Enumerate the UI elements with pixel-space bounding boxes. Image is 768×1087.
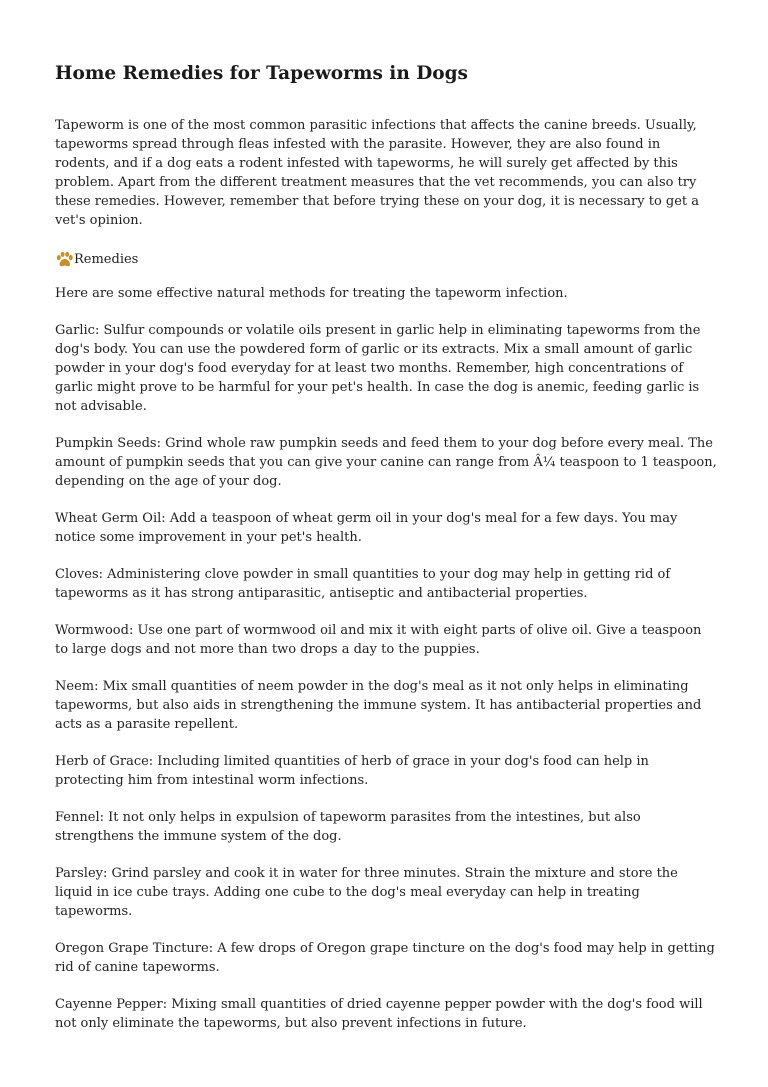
remedy-paragraph-fennel: Fennel: It not only helps in expulsion of tapeworm parasites from the intestines, but also strengthens the immune system of the dog. (55, 810, 641, 844)
remedy-paragraph-pumpkin-seeds: Pumpkin Seeds: Grind whole raw pumpkin seeds and feed them to your dog before every meal. The amount of pumpkin seeds that you can give your canine can range from Â¼ teaspoon to 1 teaspoon, depending on the age of your dog. (55, 436, 717, 489)
paw-icon (55, 250, 74, 269)
remedy-paragraph-cloves: Cloves: Administering clove powder in small quantities to your dog may help in getting rid of tapeworms as it has strong antiparasitic, antiseptic and antibacterial properties. (55, 567, 671, 601)
remedy-paragraph-herb-of-grace: Herb of Grace: Including limited quantities of herb of grace in your dog's food can help in protecting him from intestinal worm infections. (55, 754, 649, 788)
lead-paragraph: Here are some effective natural methods for treating the tapeworm infection. (55, 286, 568, 301)
remedy-paragraph-parsley: Parsley: Grind parsley and cook it in water for three minutes. Strain the mixture and store the liquid in ice cube trays. Adding one cube to the dog's meal everyday can help in treating tapeworms. (55, 866, 678, 919)
remedy-paragraph-neem: Neem: Mix small quantities of neem powder in the dog's meal as it not only helps in eliminating tapeworms, but also aids in strengthening the immune system. It has antibacterial properties and acts as a parasite repellent. (55, 679, 702, 732)
intro-paragraph: Tapeworm is one of the most common parasitic infections that affects the canine breeds. Usually, tapeworms spread through fleas infested with the parasite. However, they are also found in rodents, and if a dog eats a rodent infested with tapeworms, he will surely get affected by this problem. Apart from the different treatment measures that the vet recommends, you can also try these remedies. However, remember that before trying these on your dog, it is necessary to get a vet's opinion. (55, 118, 700, 228)
remedy-paragraph-oregon-grape: Oregon Grape Tincture: A few drops of Oregon grape tincture on the dog's food may help in getting rid of canine tapeworms. (55, 941, 715, 975)
section-heading (55, 248, 717, 269)
section-heading-label: Remedies (74, 252, 139, 267)
document-title: Home Remedies for Tapeworms in Dogs (55, 63, 468, 84)
remedy-paragraph-cayenne-pepper: Cayenne Pepper: Mixing small quantities of dried cayenne pepper powder with the dog's food will not only eliminate the tapeworms, but also prevent infections in future. (55, 997, 703, 1031)
remedy-paragraph-wormwood: Wormwood: Use one part of wormwood oil and mix it with eight parts of olive oil. Give a teaspoon to large dogs and not more than two drops a day to the puppies. (55, 623, 702, 657)
document-page (55, 60, 717, 1033)
remedy-paragraph-wheat-germ-oil: Wheat Germ Oil: Add a teaspoon of wheat germ oil in your dog's meal for a few days. You may notice some improvement in your pet's health. (55, 511, 678, 545)
remedy-paragraph-garlic: Garlic: Sulfur compounds or volatile oils present in garlic help in eliminating tapeworms from the dog's body. You can use the powdered form of garlic or its extracts. Mix a small amount of garlic powder in your dog's food everyday for at least two months. Remember, high concentrations of garlic might prove to be harmful for your pet's health. In case the dog is anemic, feeding garlic is not advisable. (55, 323, 701, 414)
